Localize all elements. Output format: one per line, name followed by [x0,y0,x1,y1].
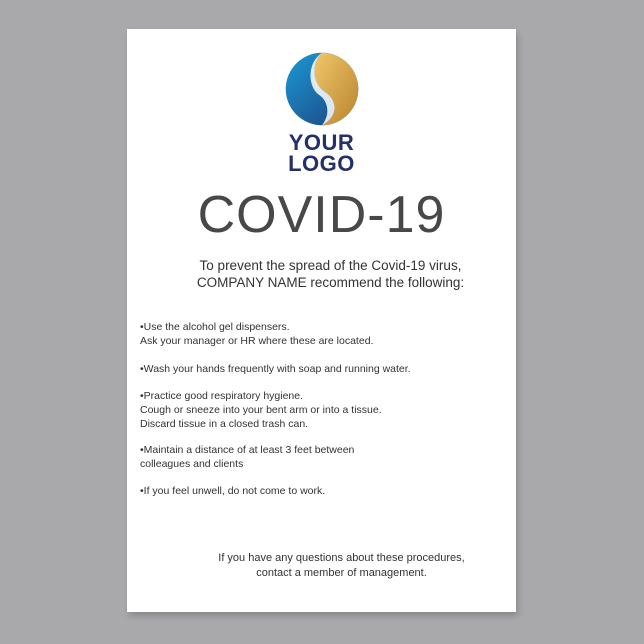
swirl-logo-icon [285,52,359,126]
item-4-line-1: •Maintain a distance of at least 3 feet between [140,444,355,456]
item-1-line-1: •Use the alcohol gel dispensers. [140,321,290,333]
item-3-line-1: •Practice good respiratory hygiene. [140,390,304,402]
item-3-line-3: Discard tissue in a closed trash can. [140,418,309,430]
item-5-line-1: •If you feel unwell, do not come to work. [140,485,326,497]
item-2-line-1: •Wash your hands frequently with soap and running water. [140,363,411,375]
logo-text-line2: LOGO [288,151,355,176]
item-4-line-2: colleagues and clients [140,458,244,470]
intro-line-1: To prevent the spread of the Covid-19 virus, [199,258,462,273]
logo-text-line1: YOUR [288,130,355,155]
item-3-line-2: Cough or sneeze into your bent arm or into a tissue. [140,404,382,416]
footer-line-2: contact a member of management. [256,567,427,579]
footer-line-1: If you have any questions about these procedures, [218,552,465,564]
item-1-line-2: Ask your manager or HR where these are located. [140,335,374,347]
poster [127,29,516,612]
intro-line-2: COMPANY NAME recommend the following: [196,275,465,290]
poster-title: COVID-19 [197,186,446,244]
